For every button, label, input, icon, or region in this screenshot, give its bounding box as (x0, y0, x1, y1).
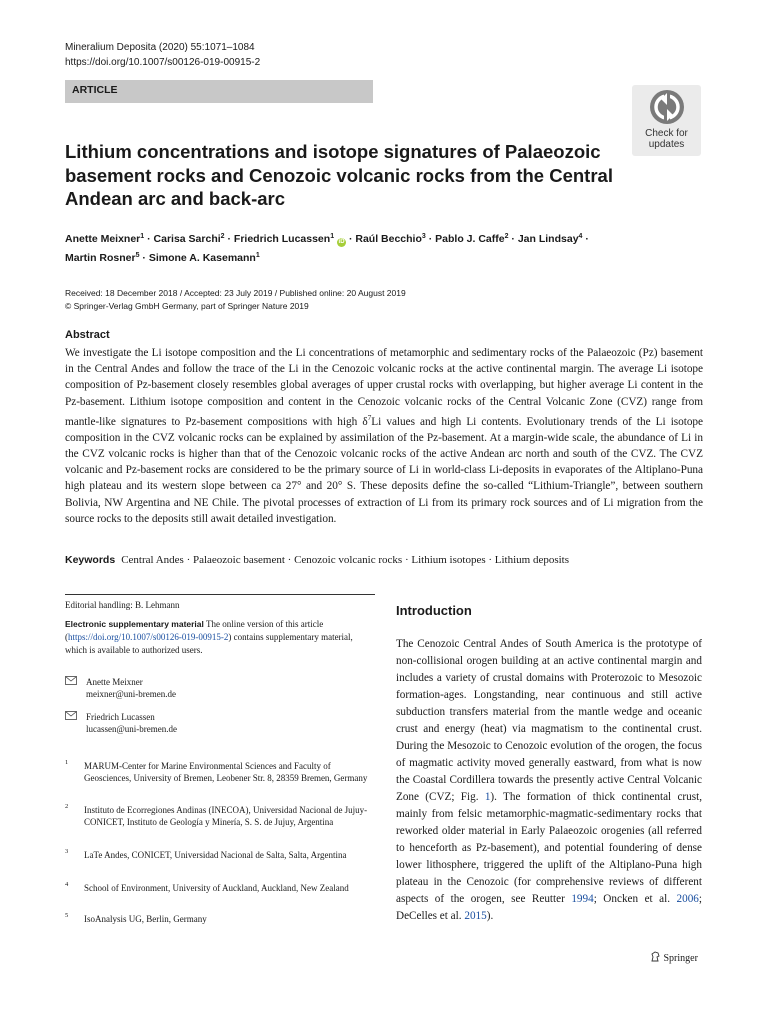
article-type-label: ARTICLE (72, 84, 118, 96)
author-affiliation-marker: 2 (220, 233, 225, 240)
contact-name: Friedrich Lucassen (86, 712, 155, 722)
figure-reference-link[interactable]: 1 (484, 791, 491, 803)
esm-text-2: ) contains supplementary material, which is available to authorized users. (65, 632, 353, 655)
doi-link[interactable]: https://doi.org/10.1007/s00126-019-00915-2 (65, 57, 261, 68)
intro-text-1: The Cenozoic Central Andes of South America is the prototype of non-collisional orogen building at an active continental margin and includes a variety of crustal domains with Proterozoic to Mesozoic formation-ages. Longstanding, near continuous and still active subduction transfers material from the mantle wedge and oceanic crust and energy (heat) via magmatism to the continental crust. During the Mesozoic to Cenozoic evolution of the orogen, the focus of magmatic activity moved generally eastward, from what is now the Coastal Cordillera towards the presently active Central Volcanic Zone (CVZ; Fig. (396, 638, 702, 803)
author-name[interactable]: Simone A. Kasemann (148, 252, 256, 264)
author-name[interactable]: Carisa Sarchi (153, 233, 221, 245)
affiliation-item (65, 882, 375, 894)
keywords-line (65, 554, 569, 566)
check-updates-icon (648, 88, 686, 126)
check-updates-line2: updates (648, 139, 685, 150)
citation-link[interactable]: 1994 (571, 893, 594, 905)
intro-text-5: ). (486, 910, 494, 922)
envelope-icon (65, 711, 77, 720)
article-type-bar (65, 80, 373, 103)
affiliation-item (65, 760, 375, 784)
contact-email[interactable]: lucassen@uni-bremen.de (86, 724, 178, 734)
check-for-updates-button[interactable] (632, 85, 701, 156)
esm-text-1: The online version of this article ( (65, 619, 324, 642)
citation-link[interactable]: 2015 (464, 910, 487, 922)
editorial-handling: Editorial handling: B. Lehmann (65, 600, 180, 610)
isotope-superscript: 7 (367, 412, 372, 422)
author-name[interactable]: Pablo J. Caffe (435, 233, 505, 245)
affiliation-number: 4 (65, 881, 69, 888)
affiliation-text: LaTe Andes, CONICET, Universidad Nacional de Salta, Salta, Argentina (84, 850, 347, 860)
supplementary-material-note (65, 618, 375, 657)
esm-label: Electronic supplementary material (65, 619, 204, 629)
keywords-text: Central Andes · Palaeozoic basement · Cenozoic volcanic rocks · Lithium isotopes · Lithium deposits (121, 554, 570, 566)
springer-horse-icon (650, 951, 661, 962)
introduction-text (396, 636, 702, 925)
author-affiliation-marker: 5 (135, 252, 140, 259)
author-list: Anette Meixner$^1$ · Carisa Sarchi$^2$ · Friedrich Lucassen$^1$ iD · Raúl Becchio$^3$ · Pablo J. Caffe$^2$ · Jan Lindsay$^4$ · Martin Rosner$^5$ · Simone A. Kasemann$^1$ (65, 233, 589, 264)
intro-text-2: ). The formation of thick continental crust, mainly from felsic metamorphic-magmatic-sedimentary rocks that reworked older material in Early Palaeozoic orogenies (all referred to henceforth as Pz-basement), and potential foundering of dense lower lithosphere, triggered the uplift of the Altiplano-Puna high plateau in the Cenozoic (for comprehensive reviews of different aspects of the orogen, see Reutter (396, 791, 702, 905)
publisher-name: Springer (663, 953, 698, 964)
contact-name: Anette Meixner (86, 677, 143, 687)
author-affiliation-marker: 4 (578, 233, 583, 240)
affiliation-text: MARUM-Center for Marine Environmental Sciences and Faculty of Geosciences, University of Bremen, Leobener Str. 8, 28359 Bremen, Germany (84, 761, 368, 783)
author-affiliation-marker: 1 (140, 233, 145, 240)
abstract-text-part2: Li values and high Li contents. Evolutionary trends of the Li isotope composition in the CVZ volcanic rocks can be explained by assimilation of the Pz-basement. At a margin-wide scale, the abundance of Li in the CVZ volcanic rocks is higher than that of the Cenozoic volcanic rocks of the active Andean arc north and south of the CVZ. The CVZ volcanic and Pz-basement rocks are considered to be the primary source of Li in world-class Li-deposits in evaporates of the Altiplano-Puna high plateau and its western slope between ca 27° and 20° S. These deposits define the so-called “Lithium-Triangle”, between southern Bolivia, NW Argentina and NE Chile. The pivotal processes of extraction of Li from its primary rock sources and of Li migration from the source rocks to the deposits still await detailed investigation. (65, 415, 703, 525)
abstract-text (65, 345, 703, 527)
citation-link[interactable]: 2006 (676, 893, 699, 905)
orcid-icon[interactable]: iD (338, 239, 345, 245)
affiliation-number: 2 (65, 803, 69, 810)
author-affiliation-marker: 3 (421, 233, 426, 240)
author-name[interactable]: Martin Rosner (65, 252, 136, 264)
abstract-heading: Abstract (65, 329, 110, 341)
intro-text-3: ; Oncken et al. (593, 893, 677, 905)
contact-email[interactable]: meixner@uni-bremen.de (86, 689, 177, 699)
author-name[interactable]: Anette Meixner (65, 233, 141, 245)
affiliation-text: IsoAnalysis UG, Berlin, Germany (84, 914, 207, 924)
publisher-logo (650, 951, 698, 964)
author-name[interactable]: Jan Lindsay (517, 233, 579, 245)
introduction-heading: Introduction (396, 603, 472, 618)
affiliation-number: 3 (65, 848, 69, 855)
abstract-text-part1: We investigate the Li isotope composition and the Li concentrations of metamorphic and sedimentary rocks of the Palaeozoic (Pz) basement in the Central Andes and follow the trace of the Li in the Cenozoic volcanic rocks at the active continental margin. The average Li isotope composition of Pz-basement closely resembles global averages of upper crustal rocks with overlapping, but higher average Li content in the Pz-basement. Lithium isotope composition and content in the Cenozoic volcanic rocks of the Central Volcanic Zone (CVZ) range from mantle-like signatures to Pz-basement compositions with high δ (65, 347, 703, 428)
publication-dates (65, 287, 406, 312)
esm-link[interactable]: https://doi.org/10.1007/s00126-019-00915-2 (68, 632, 229, 642)
copyright-line: © Springer-Verlag GmbH Germany, part of Springer Nature 2019 (65, 300, 309, 311)
journal-header (65, 40, 260, 70)
affiliation-item (65, 804, 375, 828)
affiliation-number: 5 (65, 912, 69, 919)
check-updates-line1: Check for (645, 128, 688, 139)
author-affiliation-marker: 2 (504, 233, 509, 240)
contact-entry (65, 676, 365, 700)
author-affiliation-marker: 1 (255, 252, 260, 259)
received-accepted-line: Received: 18 December 2018 / Accepted: 23 July 2019 / Published online: 20 August 2019 (65, 288, 406, 298)
author-name[interactable]: Friedrich Lucassen (233, 233, 331, 245)
intro-text-4: ; DeCelles et al. (396, 893, 702, 922)
contact-entry (65, 711, 365, 735)
affiliation-text: Instituto de Ecorregiones Andinas (INECOA), Universidad Nacional de Jujuy-CONICET, Instituto de Geología y Minería, S. S. de Jujuy, Argentina (84, 805, 368, 827)
keywords-label: Keywords (65, 554, 116, 566)
author-affiliation-marker: 1 (330, 233, 335, 240)
envelope-icon (65, 676, 77, 685)
affiliation-item (65, 849, 375, 861)
paper-title: Lithium concentrations and isotope signatures of Palaeozoic basement rocks and Cenozoic volcanic rocks from the Central Andean arc and back-arc (65, 141, 613, 209)
affiliation-item (65, 913, 375, 925)
author-name[interactable]: Raúl Becchio (355, 233, 422, 245)
affiliation-number: 1 (65, 759, 69, 766)
footnote-divider (65, 594, 375, 595)
journal-citation: Mineralium Deposita (2020) 55:1071–1084 (65, 42, 255, 53)
affiliation-text: School of Environment, University of Auckland, Auckland, New Zealand (84, 883, 349, 893)
